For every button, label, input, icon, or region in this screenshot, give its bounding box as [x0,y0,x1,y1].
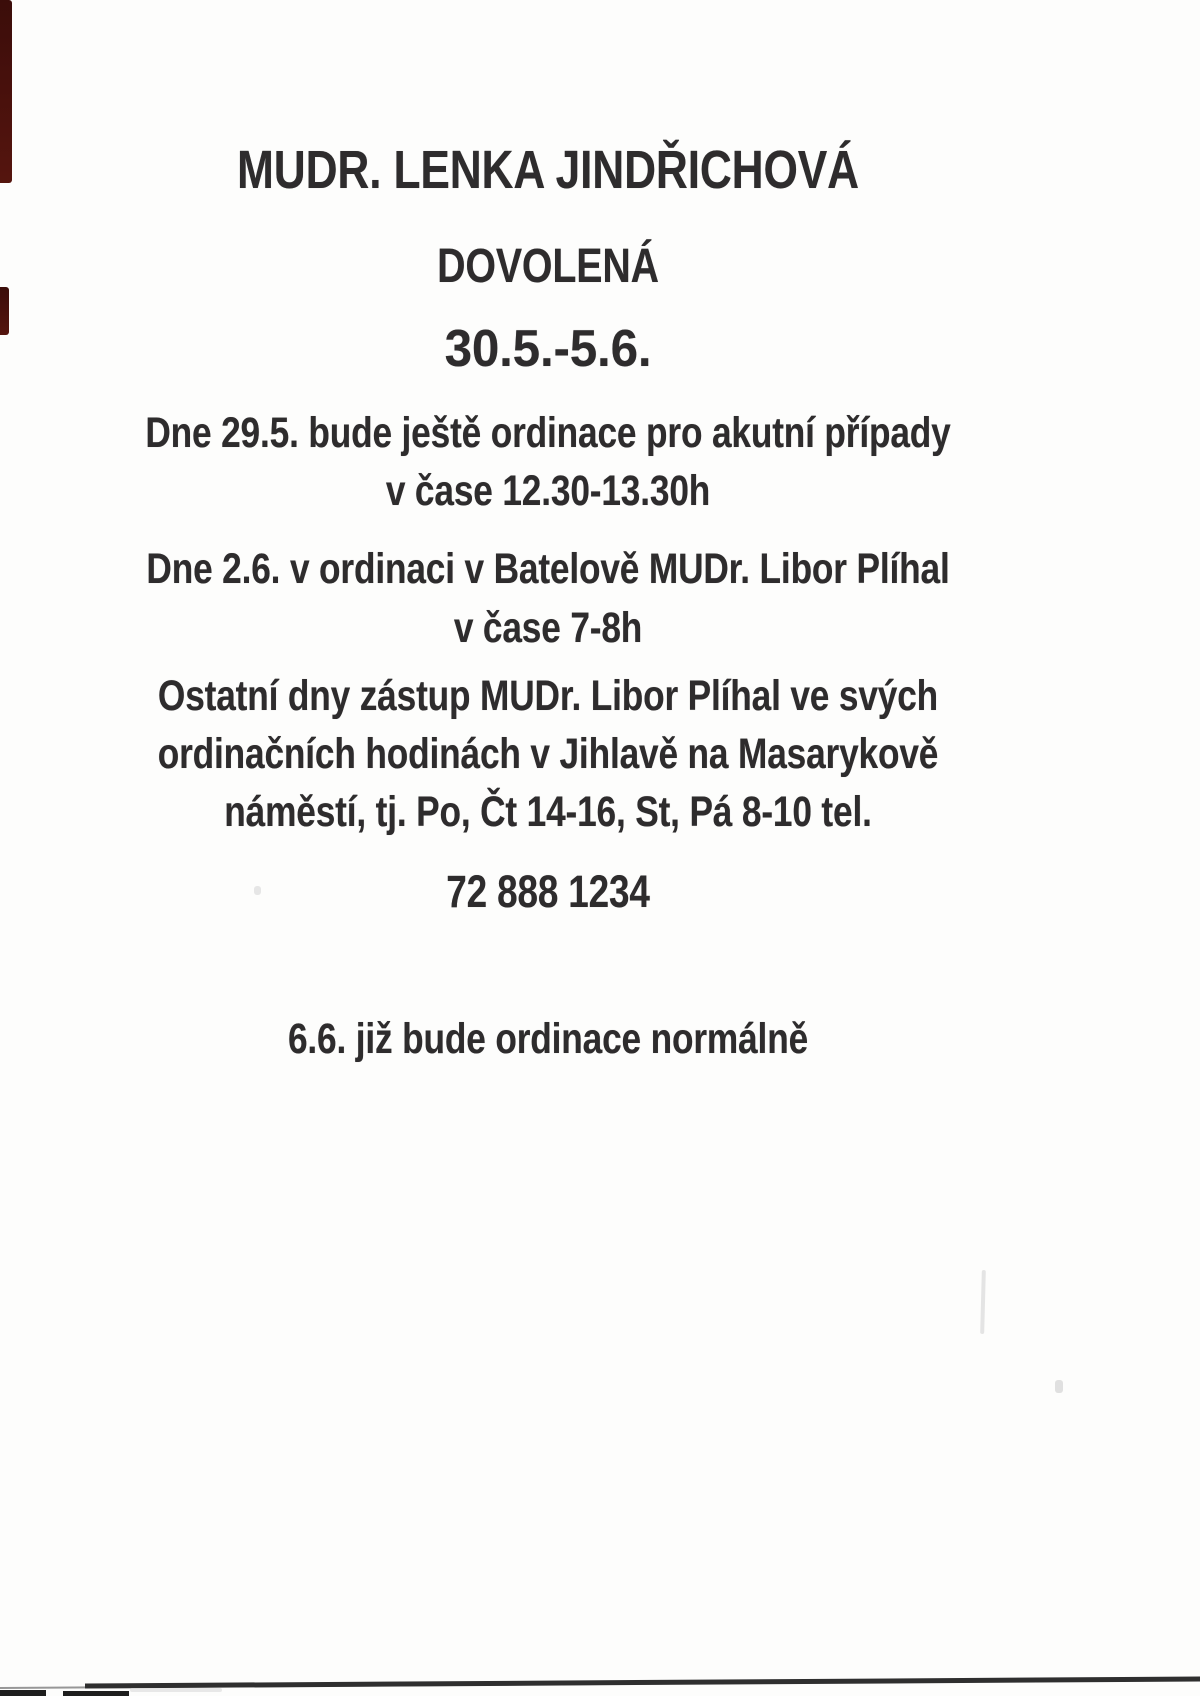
acute-care-line-2: v čase 12.30-13.30h [385,467,711,515]
scan-speck-smudge [130,1688,222,1692]
vacation-dates: 30.5.-5.6. [444,320,652,378]
batelov-cover-line-1: Dne 2.6. v ordinaci v Batelově MUDr. Libor Plíhal [146,545,950,593]
batelov-cover-line-2: v čase 7-8h [453,604,643,652]
phone-number: 72 888 1234 [446,866,650,917]
vacation-heading: DOVOLENÁ [437,240,659,293]
substitute-line-3: náměstí, tj. Po, Čt 14-16, St, Pá 8-10 tel. [224,788,872,836]
scan-speck-dot [1055,1380,1063,1393]
scan-edge-mark-top [0,0,12,183]
substitute-line-1: Ostatní dny zástup MUDr. Libor Plíhal ve svých [157,672,939,720]
scan-speck-streak [980,1270,986,1334]
resume-note: 6.6. již bude ordinace normálně [287,1015,809,1063]
document-title: MUDR. LENKA JINDŘICHOVÁ [237,140,859,200]
scan-edge-mark-lower [0,287,9,335]
substitute-line-2: ordinačních hodinách v Jihlavě na Masarykově [157,730,939,778]
scan-speck-dot [254,886,261,895]
acute-care-line-1: Dne 29.5. bude ještě ordinace pro akutní případy [145,409,951,457]
